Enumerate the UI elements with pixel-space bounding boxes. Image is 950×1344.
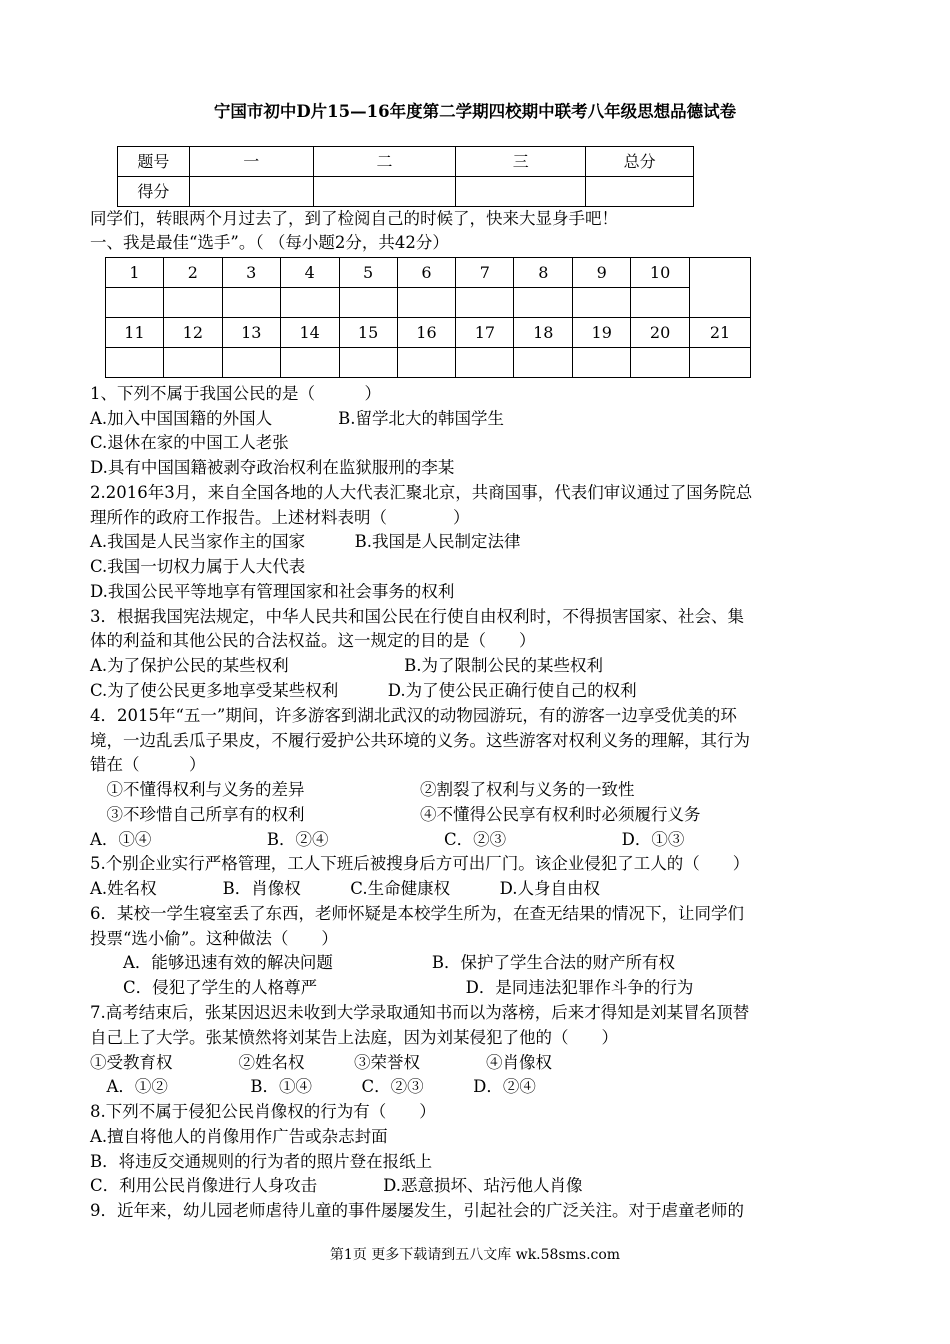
score-header-cell: 一	[189, 147, 313, 177]
score-cell[interactable]	[189, 177, 313, 207]
question-number-cell: 5	[339, 258, 397, 288]
answer-number-row	[106, 258, 751, 288]
question-line: C．利用公民肖像进行人身攻击 D.恶意损坏、玷污他人肖像	[90, 1176, 583, 1195]
score-header-cell: 题号	[118, 147, 190, 177]
question-line: C.退休在家的中国工人老张	[90, 433, 289, 452]
question-number-cell: 18	[514, 318, 573, 348]
question-number-cell: 20	[631, 318, 690, 348]
answer-number-row	[106, 318, 751, 348]
score-row-label: 得分	[118, 177, 190, 207]
page-footer: 第1页 更多下载请到五八文库 wk.58sms.com	[329, 1247, 621, 1263]
question-line: 5.个别企业实行严格管理，工人下班后被搜身后方可出厂门。该企业侵犯了工人的（ ）	[90, 854, 750, 873]
question-line: ①不懂得权利与义务的差异 ②割裂了权利与义务的一致性	[90, 780, 635, 799]
question-line: 体的利益和其他公民的合法权益。这一规定的目的是（ ）	[90, 631, 536, 650]
answer-cell[interactable]	[106, 348, 164, 378]
question-line: 自己上了大学。张某愤然将刘某告上法庭，因为刘某侵犯了他的（ ）	[90, 1028, 618, 1047]
question-line: B．将违反交通规则的行为者的照片登在报纸上	[90, 1152, 433, 1171]
question-line: A.擅自将他人的肖像用作广告或杂志封面	[90, 1127, 388, 1146]
question-number-cell: 13	[222, 318, 280, 348]
answer-input-row	[106, 348, 751, 378]
answer-cell[interactable]	[106, 288, 164, 318]
score-table-header-row	[118, 147, 694, 177]
question-line: C.为了使公民更多地享受某些权利 D.为了使公民正确行使自己的权利	[90, 681, 637, 700]
question-line: A．①④ B．②④ C．②③ D．①③	[90, 830, 685, 849]
score-table-score-row	[118, 177, 694, 207]
answer-cell[interactable]	[163, 288, 222, 318]
question-line: 6．某校一学生寝室丢了东西，老师怀疑是本校学生所为，在查无结果的情况下，让同学们	[90, 904, 744, 923]
question-number-cell: 6	[397, 258, 456, 288]
question-line: 7.高考结束后，张某因迟迟未收到大学录取通知书而以为落榜，后来才得知是刘某冒名顶替	[90, 1003, 750, 1022]
score-header-cell: 三	[456, 147, 586, 177]
question-line: 投票“选小偷”。这种做法（ ）	[90, 929, 338, 948]
question-number-cell: 2	[163, 258, 222, 288]
question-line: A．①② B．①④ C．②③ D．②④	[90, 1077, 536, 1096]
question-number-cell: 12	[163, 318, 222, 348]
question-line: C．侵犯了学生的人格尊严 D．是同违法犯罪作斗争的行为	[90, 978, 694, 997]
answer-cell[interactable]	[222, 288, 280, 318]
answer-cell[interactable]	[163, 348, 222, 378]
answer-cell[interactable]	[339, 288, 397, 318]
intro-text: 同学们，转眼两个月过去了，到了检阅自己的时候了，快来大显身手吧！	[90, 209, 618, 228]
question-line: 8.下列不属于侵犯公民肖像权的行为有（ ）	[90, 1102, 436, 1121]
question-line: A.加入中国国籍的外国人 B.留学北大的韩国学生	[90, 409, 505, 428]
question-line: A.为了保护公民的某些权利 B.为了限制公民的某些权利	[90, 656, 604, 675]
question-line: A．能够迅速有效的解决问题 B．保护了学生合法的财产所有权	[90, 953, 676, 972]
answer-cell[interactable]	[280, 348, 339, 378]
question-number-cell: 21	[690, 318, 751, 348]
answer-cell[interactable]	[514, 348, 573, 378]
question-number-cell: 17	[456, 318, 514, 348]
answer-cell[interactable]	[514, 288, 573, 318]
question-line: C.我国一切权力属于人大代表	[90, 557, 306, 576]
question-number-cell: 15	[339, 318, 397, 348]
answer-input-row	[106, 288, 751, 318]
question-line: 境，一边乱丢瓜子果皮，不履行爱护公共环境的义务。这些游客对权利义务的理解，其行为	[90, 731, 750, 750]
question-line: 3．根据我国宪法规定，中华人民共和国公民在行使自由权利时，不得损害国家、社会、集	[90, 607, 744, 626]
score-cell[interactable]	[313, 177, 456, 207]
answer-cell[interactable]	[397, 288, 456, 318]
answer-cell[interactable]	[573, 288, 631, 318]
question-number-cell: 7	[456, 258, 514, 288]
question-number-cell: 4	[280, 258, 339, 288]
question-number-cell: 14	[280, 318, 339, 348]
score-table	[117, 146, 694, 207]
question-line: ①受教育权 ②姓名权 ③荣誉权 ④肖像权	[90, 1053, 552, 1072]
answer-cell[interactable]	[573, 348, 631, 378]
question-line: ③不珍惜自己所享有的权利 ④不懂得公民享有权利时必须履行义务	[90, 805, 701, 824]
question-number-cell: 9	[573, 258, 631, 288]
question-line: 错在（ ）	[90, 755, 206, 774]
question-number-cell: 19	[573, 318, 631, 348]
answer-grid	[105, 257, 751, 378]
question-line: 1、下列不属于我国公民的是（ ）	[90, 384, 381, 403]
answer-cell[interactable]	[631, 348, 690, 378]
question-line: D.我国公民平等地享有管理国家和社会事务的权利	[90, 582, 455, 601]
question-line: D.具有中国国籍被剥夺政治权利在监狱服刑的李某	[90, 458, 455, 477]
answer-cell[interactable]	[631, 288, 690, 318]
answer-cell[interactable]	[280, 288, 339, 318]
score-cell[interactable]	[456, 177, 586, 207]
question-line: A.姓名权 B．肖像权 C.生命健康权 D.人身自由权	[90, 879, 600, 898]
question-number-cell: 16	[397, 318, 456, 348]
section1-heading: 一、我是最佳“选手”。（ （每小题2分，共42分）	[90, 233, 449, 252]
question-number-cell: 10	[631, 258, 690, 288]
question-number-cell: 8	[514, 258, 573, 288]
question-line: 4．2015年“五一”期间，许多游客到湖北武汉的动物园游玩，有的游客一边享受优美的环	[90, 706, 737, 725]
question-line: 9．近年来，幼儿园老师虐待儿童的事件屡屡发生，引起社会的广泛关注。对于虐童老师的	[90, 1201, 744, 1220]
score-cell[interactable]	[586, 177, 694, 207]
score-header-cell: 二	[313, 147, 456, 177]
question-line: 2.2016年3月，来自全国各地的人大代表汇聚北京，共商国事，代表们审议通过了国务院总	[90, 483, 753, 502]
question-number-cell: 1	[106, 258, 164, 288]
answer-cell[interactable]	[222, 348, 280, 378]
question-line: A.我国是人民当家作主的国家 B.我国是人民制定法律	[90, 532, 521, 551]
score-header-cell: 总分	[586, 147, 694, 177]
answer-cell[interactable]	[456, 348, 514, 378]
answer-cell[interactable]	[397, 348, 456, 378]
page-title: 宁国市初中D片15—16年度第二学期四校期中联考八年级思想品德试卷	[213, 102, 737, 121]
blank-cell	[690, 258, 751, 318]
question-line: 理所作的政府工作报告。上述材料表明（ ）	[90, 508, 470, 527]
question-number-cell: 11	[106, 318, 164, 348]
answer-cell[interactable]	[339, 348, 397, 378]
question-number-cell: 3	[222, 258, 280, 288]
answer-cell[interactable]	[690, 348, 751, 378]
answer-cell[interactable]	[456, 288, 514, 318]
